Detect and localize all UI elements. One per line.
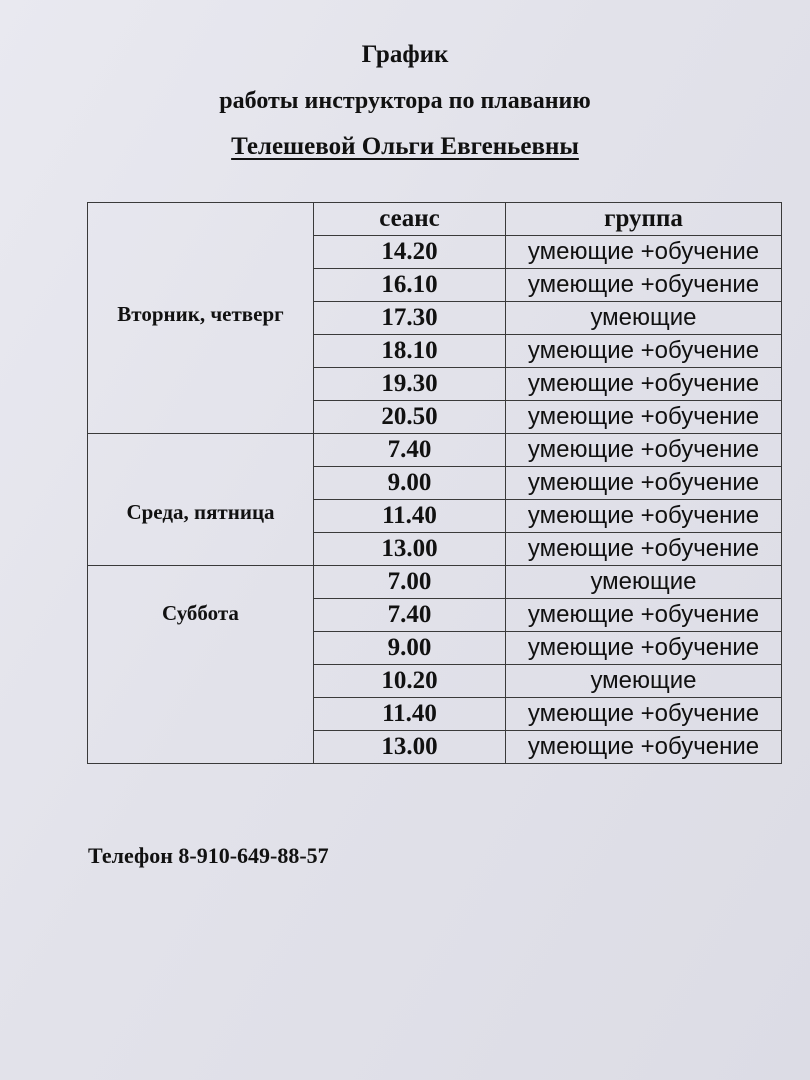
instructor-name: [0, 132, 810, 162]
session-time: 7.40: [314, 599, 506, 632]
session-group: умеющие +обучение: [506, 434, 782, 467]
session-time: 13.00: [314, 731, 506, 764]
session-time: 14.20: [314, 236, 506, 269]
session-group: умеющие +обучение: [506, 698, 782, 731]
session-group: умеющие +обучение: [506, 401, 782, 434]
session-group: умеющие +обучение: [506, 500, 782, 533]
table-row: [88, 566, 782, 599]
day-label: Вторник, четверг: [117, 301, 284, 326]
table-row: [88, 236, 782, 269]
session-group: умеющие +обучение: [506, 269, 782, 302]
session-time: 19.30: [314, 368, 506, 401]
schedule-body: [88, 236, 782, 764]
column-header-session: сеанс: [314, 203, 506, 236]
session-time: 17.30: [314, 302, 506, 335]
session-time: 20.50: [314, 401, 506, 434]
session-time: 10.20: [314, 665, 506, 698]
session-time: 11.40: [314, 500, 506, 533]
session-group: умеющие: [506, 665, 782, 698]
session-time: 7.40: [314, 434, 506, 467]
phone-number: Телефон 8-910-649-88-57: [88, 843, 329, 868]
session-group: умеющие +обучение: [506, 467, 782, 500]
session-group: умеющие +обучение: [506, 599, 782, 632]
session-group: умеющие +обучение: [506, 632, 782, 665]
session-group: умеющие +обучение: [506, 335, 782, 368]
day-cell: [88, 434, 314, 566]
session-group: умеющие: [506, 566, 782, 599]
session-time: 11.40: [314, 698, 506, 731]
column-header-day: [88, 203, 314, 236]
table-row: [88, 434, 782, 467]
session-group: умеющие +обучение: [506, 731, 782, 764]
session-group: умеющие: [506, 302, 782, 335]
session-group: умеющие +обучение: [506, 236, 782, 269]
session-time: 16.10: [314, 269, 506, 302]
instructor-name-text: Телешевой Ольги Евгеньевны: [231, 133, 579, 160]
session-group: умеющие +обучение: [506, 368, 782, 401]
session-time: 18.10: [314, 335, 506, 368]
day-cell: [88, 566, 314, 764]
column-header-group: группа: [506, 203, 782, 236]
schedule-table: [87, 202, 782, 764]
session-time: 9.00: [314, 632, 506, 665]
document-subtitle: работы инструктора по плаванию: [219, 88, 591, 114]
session-time: 9.00: [314, 467, 506, 500]
day-label: Среда, пятница: [126, 500, 275, 524]
table-header-row: [88, 203, 782, 236]
day-label: Суббота: [162, 601, 239, 625]
session-time: 13.00: [314, 533, 506, 566]
document-title: График: [361, 41, 449, 68]
session-group: умеющие +обучение: [506, 533, 782, 566]
session-time: 7.00: [314, 566, 506, 599]
day-cell: [88, 236, 314, 434]
